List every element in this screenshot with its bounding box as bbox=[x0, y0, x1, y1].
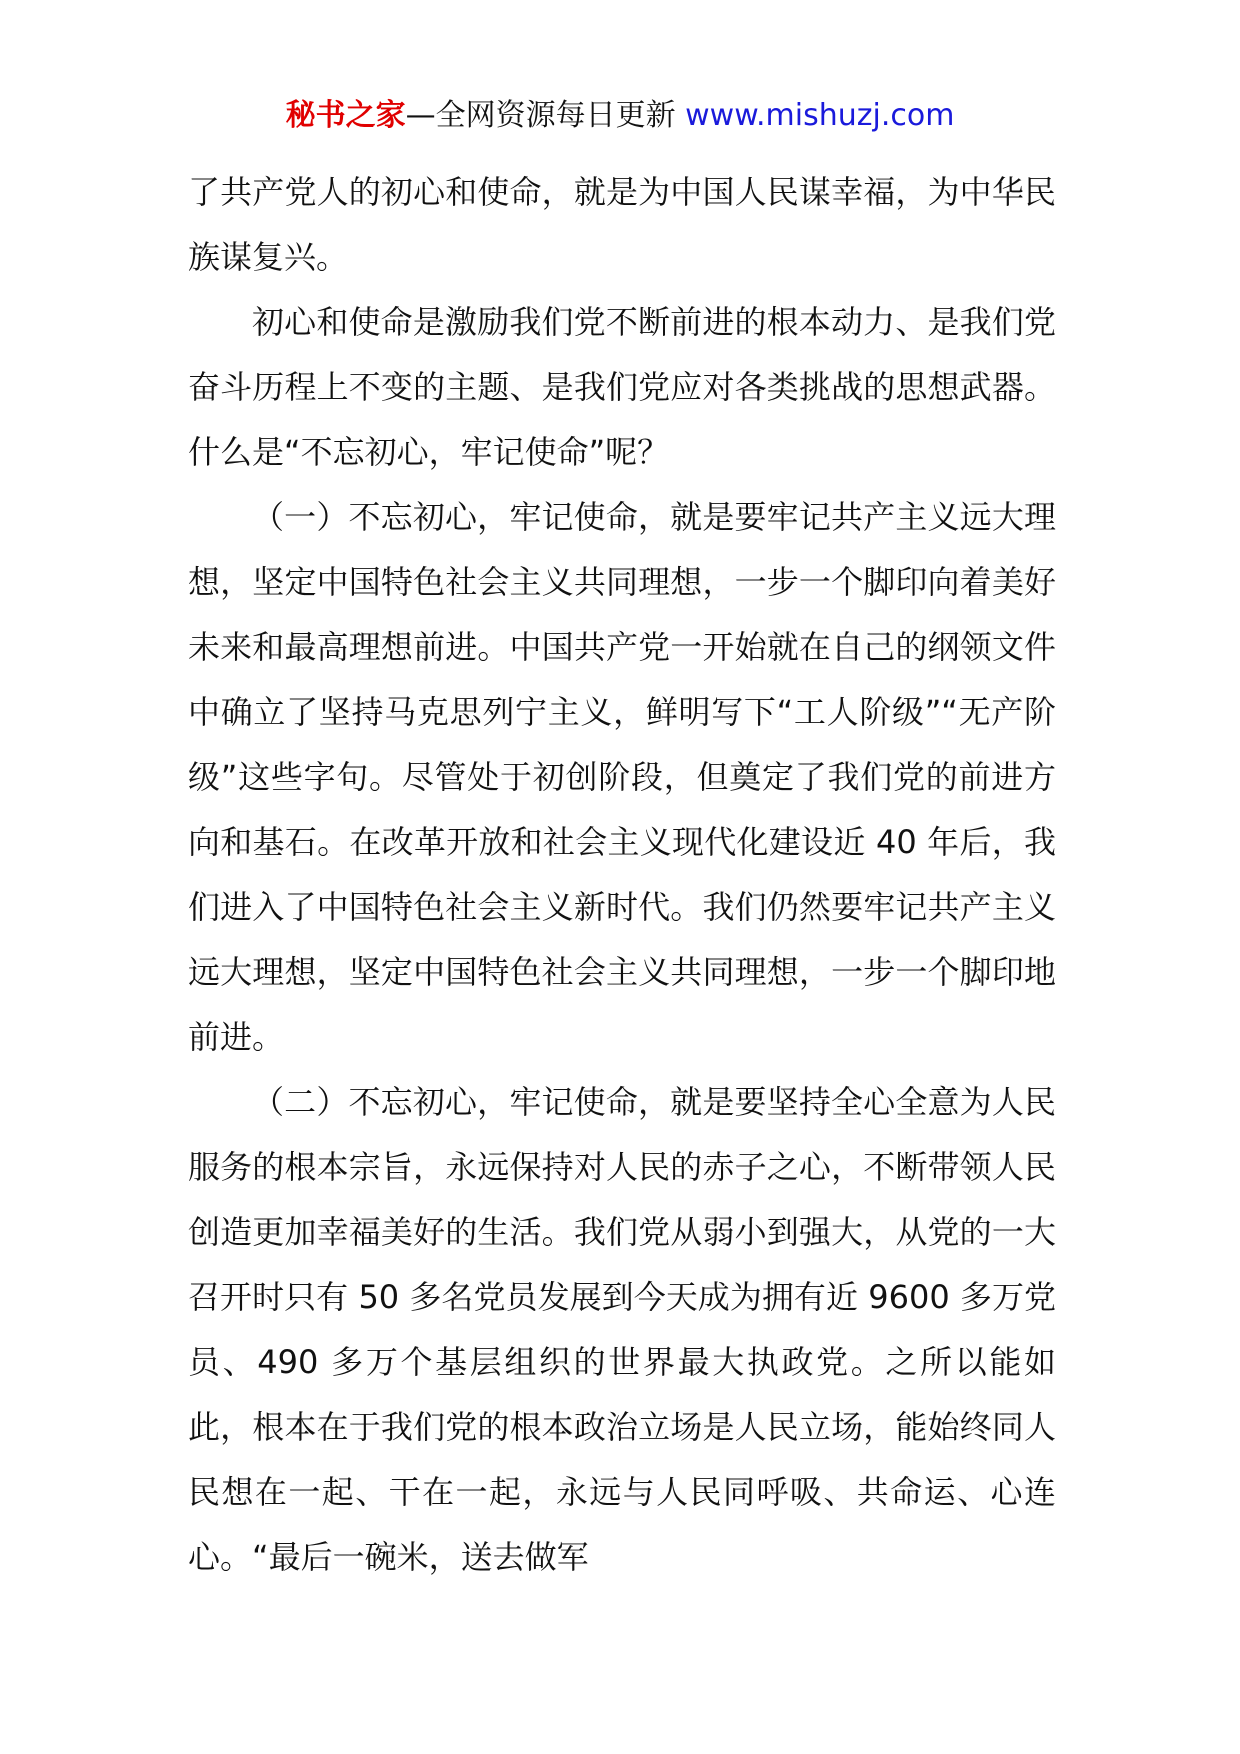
paragraph: 初心和使命是激励我们党不断前进的根本动力、是我们党奋斗历程上不变的主题、是我们党应对各类挑战的思想武器。什么是“不忘初心，牢记使命”呢？ bbox=[188, 303, 1056, 471]
site-url-link[interactable]: www.mishuzj.com bbox=[685, 98, 955, 133]
brand-name: 秘书之家 bbox=[285, 98, 406, 133]
paragraph: （二）不忘初心，牢记使命，就是要坚持全心全意为人民服务的根本宗旨，永远保持对人民的赤子之心，不断带领人民创造更加幸福美好的生活。我们党从弱小到强大，从党的一大召开时只有 50 多名党员发展到今天成为拥有近 9600 多万党员、490 多万个基层组织的世界最大执政党。之所以能如此，根本在于我们党的根本政治立场是人民立场，能始终同人民想在一起、干在一起，永远与人民同呼吸、共命运、心连心。“最后一碗米，送去做军 bbox=[188, 1083, 1056, 1576]
document-body bbox=[188, 160, 1056, 1590]
site-header bbox=[0, 96, 1240, 136]
paragraph: （一）不忘初心，牢记使命，就是要牢记共产主义远大理想，坚定中国特色社会主义共同理想，一步一个脚印向着美好未来和最高理想前进。中国共产党一开始就在自己的纲领文件中确立了坚持马克思列宁主义，鲜明写下“工人阶级”“无产阶级”这些字句。尽管处于初创阶段，但奠定了我们党的前进方向和基石。在改革开放和社会主义现代化建设近 40 年后，我们进入了中国特色社会主义新时代。我们仍然要牢记共产主义远大理想，坚定中国特色社会主义共同理想，一步一个脚印地前进。 bbox=[188, 498, 1056, 1056]
paragraph-continuation: 了共产党人的初心和使命，就是为中国人民谋幸福，为中华民族谋复兴。 bbox=[188, 173, 1056, 276]
header-slogan: —全网资源每日更新 bbox=[405, 98, 676, 133]
